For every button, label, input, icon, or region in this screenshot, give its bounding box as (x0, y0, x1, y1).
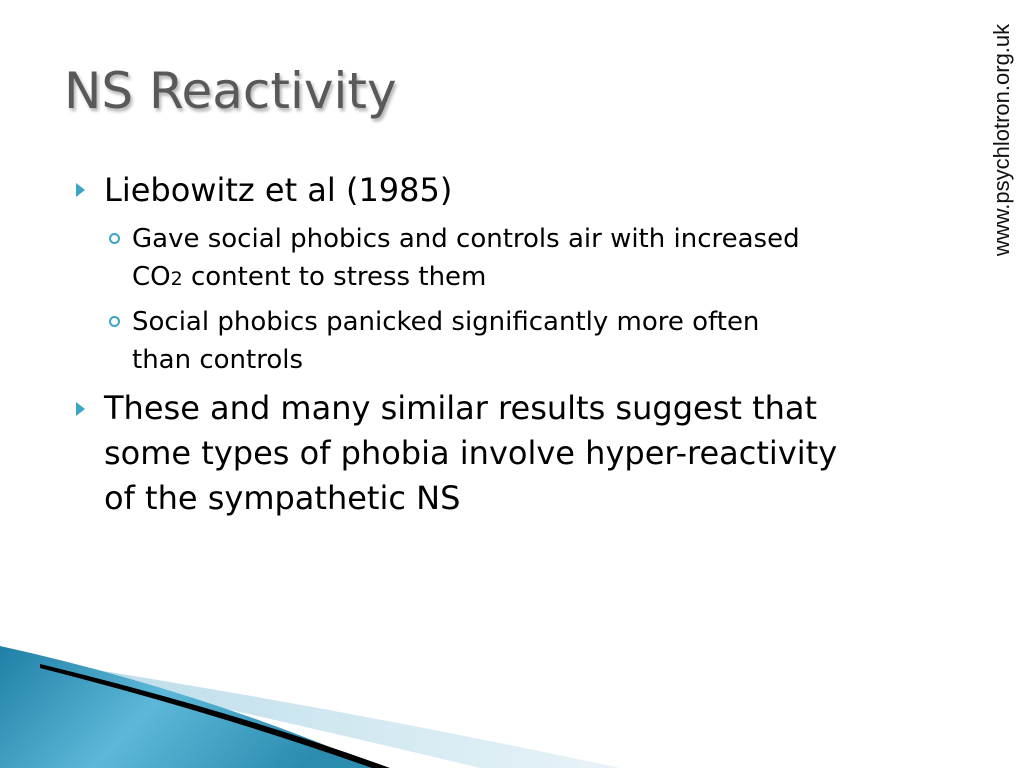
co-text: CO (132, 262, 171, 292)
co2-suffix: content to stress them (182, 262, 487, 292)
co2-subscript: 2 (170, 268, 183, 290)
decorative-swoosh (0, 630, 1024, 768)
circle-bullet-icon (109, 233, 120, 244)
subbullet-1-text (132, 220, 800, 298)
bullet-2-line-3: of the sympathetic NS (104, 479, 461, 517)
subbullet-1-line-2 (132, 258, 800, 298)
triangle-bullet-icon (76, 183, 85, 197)
subbullet-2-line-2: than controls (132, 345, 304, 375)
subbullet-1-line-1: Gave social phobics and controls air with increased (132, 224, 800, 254)
subbullet-2-text (132, 303, 759, 379)
triangle-bullet-icon (76, 402, 85, 416)
bullet-2-text (104, 386, 837, 521)
bullet-2-line-1: These and many similar results suggest that (104, 389, 818, 427)
subbullet-2-line-1: Social phobics panicked significantly more often (132, 307, 760, 337)
bullet-2-line-2: some types of phobia involve hyper-reactivity (104, 434, 838, 472)
bullet-1-text (104, 170, 452, 210)
circle-bullet-icon (109, 316, 120, 327)
watermark-url: www.psychlotron.org.uk (989, 23, 1014, 257)
slide-title: NS Reactivity (64, 62, 397, 120)
bullet-1-line: Liebowitz et al (1985) (104, 171, 453, 209)
